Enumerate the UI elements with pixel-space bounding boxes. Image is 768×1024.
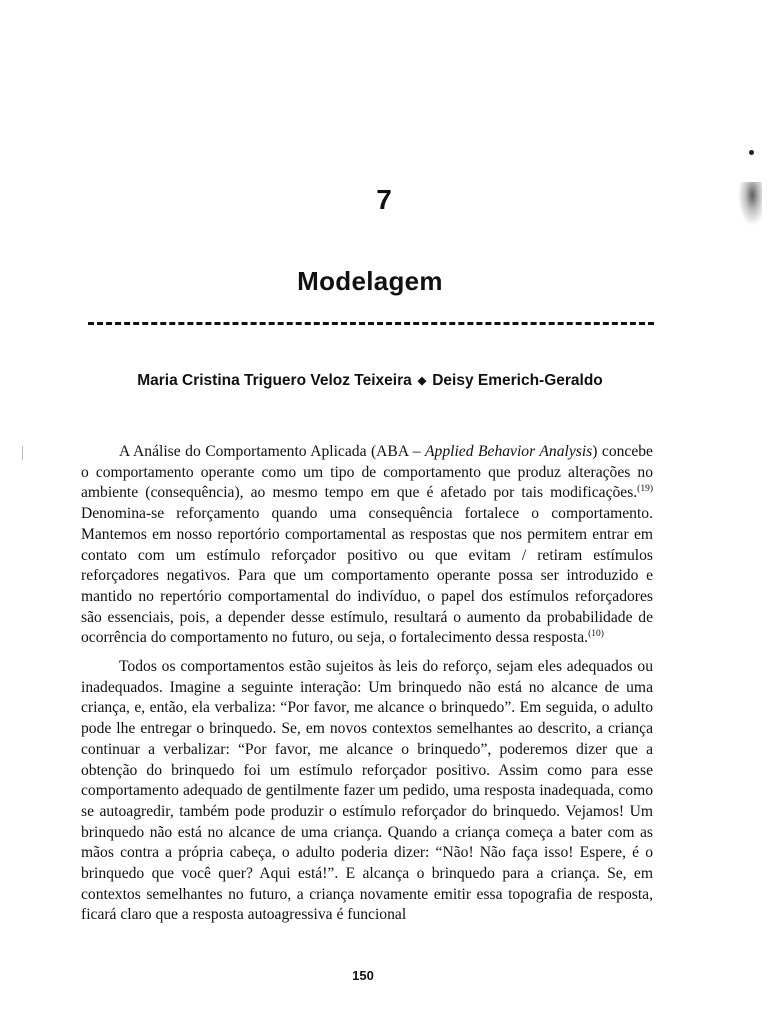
author-separator: ◆ [417,375,427,387]
paragraph-1-italic-term: Applied Behavior Analysis [425,443,593,460]
body-text [81,442,653,934]
scan-speck [749,150,754,155]
paragraph-1-text-c: Denomina-se reforçamento quando uma consequência fortalece o comportamento. Mantemos em nosso reportório comportamental as respostas que nos permitem entrar em contato com um estímulo reforçador positivo ou que evitam / retiram estímulos reforçadores negativos. Para que um comportamento operante possa ser introduzido e mantido no repertório comportamental do indivíduo, o papel dos estímulos reforçadores são essenciais, pois, a depender desse estímulo, resultará o aumento da probabilidade de ocorrência do comportamento no futuro, ou seja, o fortalecimento dessa resposta. [81,505,653,647]
reference-10: (10) [588,629,604,640]
title-divider [88,322,654,325]
chapter-authors [0,372,740,390]
page-number: 150 [352,968,374,983]
scan-margin-mark [22,446,23,460]
reference-19: (19) [637,484,653,495]
paragraph-1 [81,442,653,649]
chapter-number: 7 [376,184,392,215]
author-1: Maria Cristina Triguero Veloz Teixeira [137,372,412,389]
author-2: Deisy Emerich-Geraldo [432,372,603,389]
paragraph-1-text-b: ) concebe o comportamento operante como um tipo de comportamento que produz alterações no ambiente (consequência), ao mesmo tempo em que é afetado por tais modificações. [81,443,653,502]
chapter-title: Modelagem [297,266,443,296]
paragraph-1-text-a: A Análise do Comportamento Aplicada (ABA – [119,443,426,460]
paragraph-2: Todos os comportamentos estão sujeitos às leis do reforço, sejam eles adequados ou inadequados. Imagine a seguinte interação: Um brinquedo não está no alcance de uma criança, e, então, ela verbaliza: “Por favor, me alcance o brinquedo”. Em seguida, o adulto pode lhe entregar o brinquedo. Se, em novos contextos semelhantes ao descrito, a criança continuar a verbalizar: “Por favor, me alcance o brinquedo”, poderemos dizer que a obtenção do brinquedo foi um estímulo reforçador positivo. Assim como para esse comportamento adequado de gentilmente fazer um pedido, uma resposta inadequada, como se autoagredir, também pode produzir o estímulo reforçador do brinquedo. Vejamos! Um brinquedo não está no alcance de uma criança. Quando a criança começa a bater com as mãos contra a própria cabeça, o adulto poderia dizer: “Não! Não faça isso! Espere, é o brinquedo que você quer? Aqui está!”. E alcança o brinquedo para a criança. Se, em contextos semelhantes no futuro, a criança novamente emitir essa topografia de resposta, ficará claro que a resposta autoagressiva é funcional [81,658,653,924]
